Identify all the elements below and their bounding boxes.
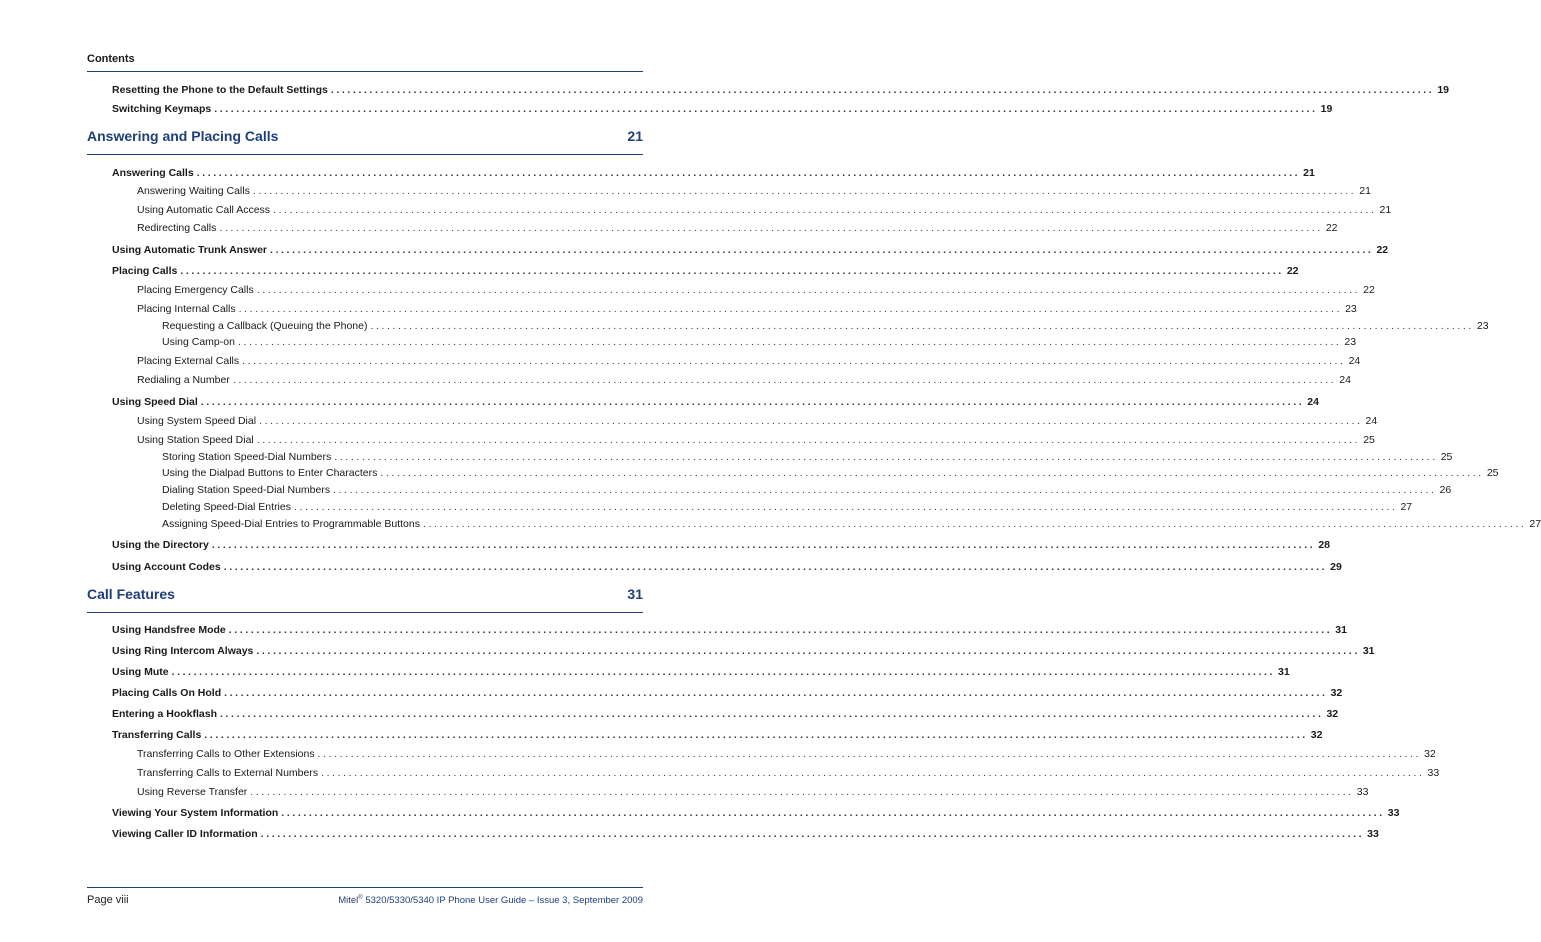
toc-entry-title: Assigning Speed-Dial Entries to Programmable Buttons bbox=[162, 518, 420, 530]
toc-entry-title: Using Camp-on bbox=[162, 336, 235, 348]
chapter-heading[interactable] bbox=[87, 128, 643, 144]
toc-entry-page: 24 bbox=[1339, 374, 1351, 386]
header-rule bbox=[87, 71, 643, 72]
toc-entry-title: Using the Dialpad Buttons to Enter Characters bbox=[162, 467, 378, 479]
toc-entry-page: 26 bbox=[1439, 484, 1452, 496]
toc-entry[interactable] bbox=[112, 624, 1347, 636]
chapter-title: Answering and Placing Calls bbox=[87, 128, 279, 144]
toc-entry-title: Resetting the Phone to the Default Settings bbox=[112, 84, 328, 96]
toc-entry[interactable] bbox=[112, 828, 1379, 840]
toc-leader: ........................................................................................................................................................................................................ bbox=[214, 103, 1318, 115]
toc-leader: ........................................................................................................................................................................................................ bbox=[293, 501, 1398, 513]
toc-entry-title: Deleting Speed-Dial Entries bbox=[162, 501, 291, 513]
toc-entry-page: 31 bbox=[1362, 645, 1375, 657]
toc-leader: ........................................................................................................................................................................................................ bbox=[232, 374, 1337, 386]
toc-leader: ........................................................................................................................................................................................................ bbox=[220, 708, 1324, 720]
toc-entry-title: Storing Station Speed-Dial Numbers bbox=[162, 451, 332, 463]
toc-entry-title: Using Reverse Transfer bbox=[137, 786, 248, 798]
toc-entry-page: 23 bbox=[1345, 303, 1357, 315]
toc-entry-page: 24 bbox=[1307, 396, 1319, 408]
toc-entry-page: 32 bbox=[1310, 729, 1323, 741]
toc-entry-page: 27 bbox=[1400, 501, 1413, 513]
toc-entry-title: Redirecting Calls bbox=[137, 222, 217, 234]
toc-entry[interactable] bbox=[112, 687, 1343, 699]
toc-leader: ........................................................................................................................................................................................................ bbox=[237, 336, 1342, 348]
toc-leader: ........................................................................................................................................................................................................ bbox=[321, 767, 1425, 779]
footer-document-title bbox=[338, 895, 643, 906]
toc-entry[interactable] bbox=[112, 666, 1290, 678]
toc-leader: ........................................................................................................................................................................................................ bbox=[256, 645, 1360, 657]
toc-leader: ........................................................................................................................................................................................................ bbox=[273, 204, 1377, 216]
toc-leader: ........................................................................................................................................................................................................ bbox=[228, 624, 1333, 636]
toc-entry-title: Placing Internal Calls bbox=[137, 303, 236, 315]
toc-entry[interactable] bbox=[137, 185, 1371, 197]
toc-leader: ........................................................................................................................................................................................................ bbox=[204, 729, 1308, 741]
toc-entry-title: Using System Speed Dial bbox=[137, 415, 257, 427]
toc-leader: ........................................................................................................................................................................................................ bbox=[238, 303, 1343, 315]
toc-entry-title: Using the Directory bbox=[112, 539, 209, 551]
toc-entry-page: 32 bbox=[1424, 748, 1436, 760]
toc-entry[interactable] bbox=[112, 396, 1319, 408]
toc-entry-page: 33 bbox=[1387, 807, 1400, 819]
toc-entry-page: 23 bbox=[1476, 320, 1489, 332]
toc-entry-title: Viewing Caller ID Information bbox=[112, 828, 258, 840]
toc-entry[interactable] bbox=[112, 84, 1449, 96]
toc-entry-page: 21 bbox=[1303, 167, 1315, 179]
registered-mark: ® bbox=[358, 895, 363, 901]
toc-entry-page: 22 bbox=[1325, 222, 1338, 234]
toc-leader: ........................................................................................................................................................................................................ bbox=[281, 807, 1385, 819]
toc-entry-title: Transferring Calls to External Numbers bbox=[137, 767, 319, 779]
toc-entry-page: 33 bbox=[1356, 786, 1369, 798]
toc-entry-title: Placing External Calls bbox=[137, 355, 240, 367]
toc-entry[interactable] bbox=[137, 786, 1369, 798]
toc-entry[interactable] bbox=[137, 767, 1440, 779]
toc-entry[interactable] bbox=[112, 103, 1333, 115]
toc-leader: ........................................................................................................................................................................................................ bbox=[334, 451, 1438, 463]
footer-rule bbox=[87, 887, 643, 888]
toc-entry-page: 33 bbox=[1367, 828, 1379, 840]
toc-entry[interactable] bbox=[162, 320, 1489, 332]
toc-entry-title: Using Mute bbox=[112, 666, 169, 678]
toc-entry[interactable] bbox=[137, 374, 1351, 386]
toc-leader: ........................................................................................................................................................................................................ bbox=[380, 467, 1484, 479]
toc-leader: ........................................................................................................................................................................................................ bbox=[333, 484, 1437, 496]
toc-entry-page: 29 bbox=[1330, 561, 1342, 573]
toc-entry-title: Using Account Codes bbox=[112, 561, 221, 573]
toc-entry-title: Using Speed Dial bbox=[112, 396, 198, 408]
toc-entry-page: 21 bbox=[1379, 204, 1392, 216]
toc-entry-title: Placing Calls On Hold bbox=[112, 687, 222, 699]
toc-entry[interactable] bbox=[137, 748, 1436, 760]
chapter-title: Call Features bbox=[87, 586, 175, 602]
toc-entry[interactable] bbox=[112, 265, 1299, 277]
chapter-page: 21 bbox=[627, 128, 643, 144]
toc-leader: ........................................................................................................................................................................................................ bbox=[180, 265, 1284, 277]
toc-leader: ........................................................................................................................................................................................................ bbox=[211, 539, 1316, 551]
toc-entry[interactable] bbox=[162, 451, 1453, 463]
toc-entry-page: 31 bbox=[1335, 624, 1347, 636]
toc-entry-title: Placing Emergency Calls bbox=[137, 284, 254, 296]
toc-leader: ........................................................................................................................................................................................................ bbox=[242, 355, 1346, 367]
toc-entry[interactable] bbox=[162, 501, 1413, 513]
toc-entry[interactable] bbox=[137, 204, 1392, 216]
toc-leader: ........................................................................................................................................................................................................ bbox=[224, 687, 1328, 699]
toc-entry-page: 27 bbox=[1529, 518, 1541, 530]
toc-entry[interactable] bbox=[137, 355, 1361, 367]
toc-leader: ........................................................................................................................................................................................................ bbox=[270, 244, 1374, 256]
toc-leader: ........................................................................................................................................................................................................ bbox=[259, 415, 1363, 427]
toc-leader: ........................................................................................................................................................................................................ bbox=[330, 84, 1435, 96]
toc-entry[interactable] bbox=[137, 434, 1375, 446]
toc-leader: ........................................................................................................................................................................................................ bbox=[171, 666, 1276, 678]
toc-entry[interactable] bbox=[137, 222, 1338, 234]
toc-entry[interactable] bbox=[112, 561, 1342, 573]
toc-entry[interactable] bbox=[162, 467, 1499, 479]
toc-entry-page: 25 bbox=[1486, 467, 1499, 479]
toc-entry-page: 19 bbox=[1320, 103, 1333, 115]
toc-entry-title: Dialing Station Speed-Dial Numbers bbox=[162, 484, 331, 496]
footer-document-text: 5320/5330/5340 IP Phone User Guide – Issue 3, September 2009 bbox=[362, 895, 643, 907]
toc-entry-page: 25 bbox=[1363, 434, 1375, 446]
toc-leader: ........................................................................................................................................................................................................ bbox=[219, 222, 1323, 234]
toc-entry-page: 33 bbox=[1427, 767, 1440, 779]
toc-leader: ........................................................................................................................................................................................................ bbox=[256, 284, 1361, 296]
toc-entry-page: 28 bbox=[1318, 539, 1330, 551]
toc-entry[interactable] bbox=[162, 336, 1357, 348]
toc-leader: ........................................................................................................................................................................................................ bbox=[223, 561, 1328, 573]
chapter-page: 31 bbox=[627, 586, 643, 602]
toc-entry-title: Using Automatic Trunk Answer bbox=[112, 244, 267, 256]
toc-entry[interactable] bbox=[112, 244, 1389, 256]
toc-leader: ........................................................................................................................................................................................................ bbox=[370, 320, 1474, 332]
chapter-heading[interactable] bbox=[87, 586, 643, 602]
toc-entry[interactable] bbox=[137, 303, 1357, 315]
toc-leader: ........................................................................................................................................................................................................ bbox=[256, 434, 1361, 446]
toc-entry-title: Requesting a Callback (Queuing the Phone) bbox=[162, 320, 368, 332]
toc-entry-page: 22 bbox=[1363, 284, 1375, 296]
toc-leader: ........................................................................................................................................................................................................ bbox=[250, 786, 1354, 798]
toc-entry-page: 32 bbox=[1326, 708, 1339, 720]
toc-entry[interactable] bbox=[137, 415, 1378, 427]
toc-entry[interactable] bbox=[112, 645, 1375, 657]
toc-entry-title: Transferring Calls bbox=[112, 729, 202, 741]
toc-entry-title: Using Ring Intercom Always bbox=[112, 645, 254, 657]
page-number: Page viii bbox=[87, 894, 129, 906]
toc-entry-title: Using Station Speed Dial bbox=[137, 434, 254, 446]
toc-leader: ........................................................................................................................................................................................................ bbox=[260, 828, 1365, 840]
toc-entry-page: 31 bbox=[1278, 666, 1290, 678]
toc-entry-title: Answering Waiting Calls bbox=[137, 185, 250, 197]
toc-entry-title: Answering Calls bbox=[112, 167, 194, 179]
toc-entry-page: 22 bbox=[1376, 244, 1389, 256]
toc-entry-title: Placing Calls bbox=[112, 265, 178, 277]
toc-leader: ........................................................................................................................................................................................................ bbox=[252, 185, 1357, 197]
toc-entry-title: Using Handsfree Mode bbox=[112, 624, 226, 636]
toc-entry-page: 24 bbox=[1348, 355, 1361, 367]
toc-entry[interactable] bbox=[112, 708, 1339, 720]
toc-entry-page: 24 bbox=[1365, 415, 1378, 427]
toc-leader: ........................................................................................................................................................................................................ bbox=[196, 167, 1301, 179]
toc-entry[interactable] bbox=[112, 729, 1323, 741]
toc-entry-title: Using Automatic Call Access bbox=[137, 204, 271, 216]
toc-entry[interactable] bbox=[137, 284, 1375, 296]
toc-entry[interactable] bbox=[112, 539, 1330, 551]
toc-entry-title: Redialing a Number bbox=[137, 374, 230, 386]
chapter-rule bbox=[87, 154, 643, 155]
toc-entry-page: 21 bbox=[1359, 185, 1371, 197]
toc-leader: ........................................................................................................................................................................................................ bbox=[422, 518, 1527, 530]
toc-entry-title: Transferring Calls to Other Extensions bbox=[137, 748, 315, 760]
toc-entry-title: Entering a Hookflash bbox=[112, 708, 218, 720]
toc-entry-title: Switching Keymaps bbox=[112, 103, 212, 115]
toc-entry-page: 23 bbox=[1344, 336, 1357, 348]
toc-entry-page: 22 bbox=[1286, 265, 1299, 277]
toc-entry[interactable] bbox=[162, 484, 1452, 496]
toc-leader: ........................................................................................................................................................................................................ bbox=[200, 396, 1305, 408]
toc-entry[interactable] bbox=[112, 807, 1400, 819]
toc-entry-page: 25 bbox=[1440, 451, 1453, 463]
toc-entry-page: 19 bbox=[1437, 84, 1449, 96]
toc-leader: ........................................................................................................................................................................................................ bbox=[317, 748, 1422, 760]
toc-entry-page: 32 bbox=[1330, 687, 1343, 699]
header-title: Contents bbox=[87, 53, 135, 65]
chapter-rule bbox=[87, 612, 643, 613]
toc-entry[interactable] bbox=[162, 518, 1541, 530]
toc-entry-title: Viewing Your System Information bbox=[112, 807, 279, 819]
toc-entry[interactable] bbox=[112, 167, 1315, 179]
footer-brand: Mitel bbox=[338, 895, 359, 907]
